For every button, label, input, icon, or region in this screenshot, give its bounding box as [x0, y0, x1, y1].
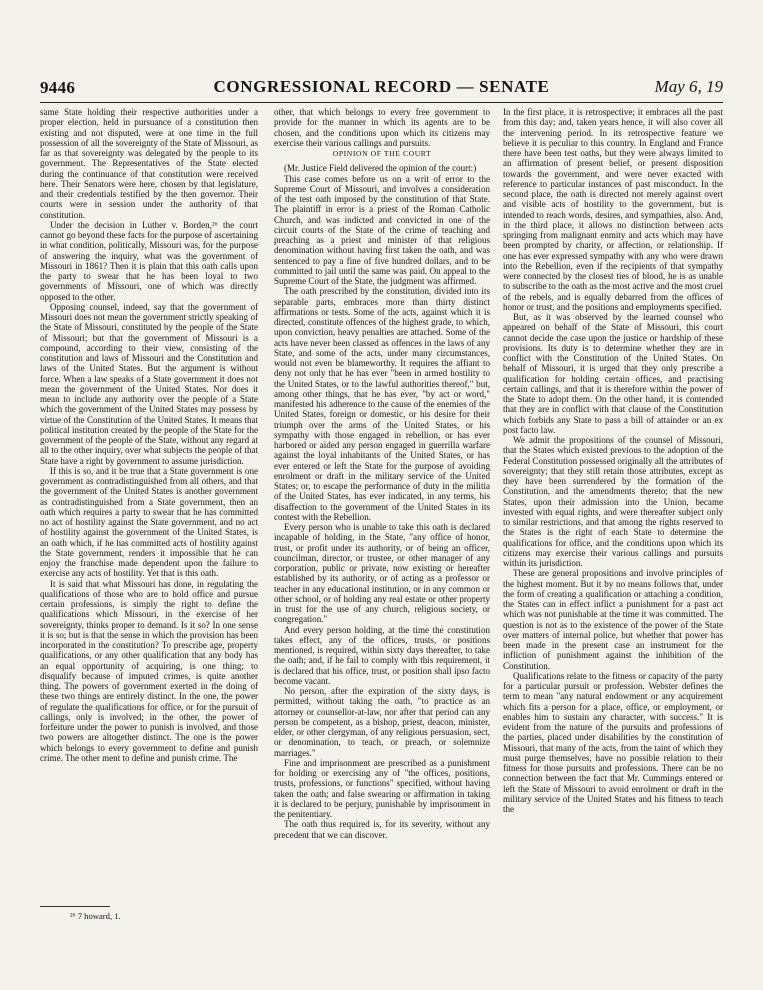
section-heading: OPINION OF THE COURT [332, 149, 432, 158]
paragraph: The oath prescribed by the constitution, divided into its separable parts, embraces more than thirty distinct affirmations or tests. Some of the acts, against which it is directed, constitute offences of the highest grade, to which, upon conviction, heavy penalties are attached. Some of the acts have never been classed as offences in the laws of any State, and some of the acts, under many circumstances, would not even be blameworthy. It requires the affiant to deny not only that he has ever "been in armed hostility to the United States, or to the lawful authorities thereof," but, among other things, that he has ever, "by act or word," manifested his adherence to the cause of the enemies of the United States, foreign or domestic, or his desire for their triumph over the arms of the United States, or his sympathy with those engaged in rebellion, or has ever harbored or aided any person engaged in guerrilla warfare against the loyal inhabitants of the United States, or has ever entered or left the State for the purpose of avoiding enrolment or draft in the military service of the United States; or, to escape the performance of duty in the militia of the United States, has ever indicated, in any terms, his disaffection to the government of the United States in its contest with the Rebellion. [274, 286, 490, 522]
publication-title: CONGRESSIONAL RECORD — SENATE [213, 77, 550, 96]
paragraph: Qualifications relate to the fitness or capacity of the party for a particular pursuit or profession. Webster defines the term to mean "any natural endowment or any acquirement which fits a person for a place, office, or employment, or enables him to sustain any character, with success." It is evident from the nature of the pursuits and professions of the parties, placed under disabilities by the constitution of Missouri, that many of the acts, from the taint of which they must purge themselves, have no possible relation to their fitness for those pursuits and professions. There can be no connection between the fact that Mr. Cummings entered or left the State of Missouri to avoid enrolment or draft in the military service of the United States and his fitness to teach the [503, 670, 723, 814]
paragraph: (Mr. Justice Field delivered the opinion of the court:) [284, 163, 477, 174]
footnote [40, 906, 258, 921]
page-header [40, 74, 723, 100]
header-rule [40, 102, 723, 103]
footnote-rule [40, 906, 110, 907]
paragraph: Every person who is unable to take this oath is declared incapable of holding, in the State, "any office of honor, trust, or profit under its authority, or of being an officer, councilman, director, or trustee, or other manager of any corporation, public or private, now existing or hereafter established by its authority, or of acting as a professor or teacher in any educational institution, or in any common or other school, or of holding any real estate or other property in trust for the use of any church, religious society, or congregation." [274, 522, 490, 625]
paragraph: The oath thus required is, for its severity, without any precedent that we can discover. [274, 819, 490, 840]
paragraph: This case comes before us on a writ of error to the Supreme Court of Missouri, and involves a consideration of the test oath imposed by the constitution of that State. The plaintiff in error is a priest of the Roman Catholic Church, and was indicted and convicted in one of the circuit courts of the State of the crime of teaching and preaching as a priest and minister of that religious denomination without having first taken the oath, and was sentenced to pay a fine of five hundred dollars, and to be committed to jail until the same was paid. On appeal to the Supreme Court of the State, the judgment was affirmed. [274, 173, 490, 286]
paragraph: No person, after the expiration of the sixty days, is permitted, without taking the oath, "to practice as an attorney or counsellor-at-law, nor after that period can any person be competent, as a bishop, priest, deacon, minister, elder, or other clergyman, of any religious persuasion, sect, or denomination, to teach, or preach, or solemnize marriages." [274, 686, 490, 758]
column-3 [503, 107, 723, 945]
page-number: 9446 [40, 78, 76, 97]
column-1 [40, 107, 258, 945]
footnote-text: ²⁶ 7 howard, 1. [70, 911, 121, 921]
paragraph: In the first place, it is retrospective; it embraces all the past from this day; and, taken years hence, it will also cover all the intervening period. In its retrospective feature we believe it is peculiar to this country. In England and France there have been test oaths, but they were always limited to an affirmation of present belief, or present disposition towards the government, and were never exacted with reference to particular instances of past misconduct. In the second place, the oath is directed not merely against overt and visible acts of hostility to the government, but is intended to reach words, desires, and sympathies, also. And, in the third place, it allows no distinction between acts springing from malignant enmity and acts which may have been prompted by charity, or affection, or relationship. If one has ever expressed sympathy with any who were drawn into the Rebellion, even if the recipients of that sympathy were connected by the closest ties of blood, he is as unable to subscribe to the oath as the most active and the most cruel of the rebels, and is equally debarred from the offices of honor or trust, and the positions and employments specified. [503, 107, 723, 312]
header-date: May 6, 19 [654, 77, 723, 96]
paragraph: These are general propositions and involve principles of the highest moment. But it by no means follows that, under the form of creating a qualification or attaching a condition, the States can in effect inflict a punishment for a past act which was not punishable at the time it was committed. The question is not as to the existence of the power of the State over matters of internal police, but whether that power has been made in the present case an instrument for the infliction of punishment against the inhibition of the Constitution. [503, 568, 723, 671]
paragraph: Fine and imprisonment are prescribed as a punishment for holding or exercising any of "the offices, positions, trusts, professions, or functions" specified, without having taken the oath; and false swearing or affirmation in taking it is declared to be perjury, punishable by imprisonment in the penitentiary. [274, 757, 490, 819]
paragraph: Under the decision in Luther v. Borden,²⁶ the court cannot go beyond these facts for the purpose of ascertaining in what condition, politically, Missouri was, for the purpose of answering the inquiry, what was the government of Missouri in 1861? Then it is plain that this oath calls upon the party to swear that he has been loyal to two governments of Missouri, one of which was directly opposed to the other. [40, 219, 258, 302]
paragraph: If this is so, and it be true that a State government is one government as contradistinguished from all others, and that the government of the United States is another government as contradistinguished from a State government, then an oath which requires a party to swear that he has committed no act of hostility against the State government, and no act of hostility against the government of the United States, is an oath which, if he has committed acts of hostility against the State government, renders it impossible that he can enjoy the franchise made dependent upon the failure to exercise any acts of hostility. Yet that is this oath. [40, 465, 258, 579]
paragraph: other, that which belongs to every free government to provide for the manner in which its agents are to be chosen, and the conditions upon which its citizens may exercise their various callings and pursuits. [274, 107, 490, 148]
paragraph: Opposing counsel, indeed, say that the government of Missouri does not mean the government strictly speaking of the State of Missouri, constituted by the people of the State of Missouri; but that the government of Missouri is a compound, according to their view, consisting of the constitution and laws of Missouri and the Constitution and laws of the United States. But the argument is without force. When a law speaks of a State government it does not mean the government of the United States. Nor does it mean to include any authority over the people of a State which the government of the United States may possess by virtue of the Constitution of the United States. It means that political institution created by the people of the State for the government of the people of the State, without any regard at all to the other inquiry, over what subjects the people of that State have a right by government to assume jurisdiction. [40, 301, 258, 466]
paragraph: same State holding their respective authorities under a proper election, held in pursuance of a constitution then existing and not disputed, were at one time in the full possession of all the sovereignty of the State of Missouri, as far as that sovereignty was delegated by the people to its government. The Representatives of the State elected during the continuance of that constitution were received here. Their Senators were here, chosen by that legislature, and their credentials testified by the then governor. Their courts were in session under the authority of that constitution. [40, 107, 258, 220]
paragraph: We admit the propositions of the counsel of Missouri, that the States which existed previous to the adoption of the Federal Constitution possessed originally all the attributes of sovereignty; that they still retain those attributes, except as they have been surrendered by the formation of the Constitution, and the amendments thereto; that the new States, upon their admission into the Union, became invested with equal rights, and were thereafter subject only to similar restrictions, and that among the rights reserved to the States is the right of each State to determine the qualifications for office, and the conditions upon which its citizens may exercise their various callings and pursuits within its jurisdiction. [503, 435, 723, 568]
paragraph: It is said that what Missouri has done, in regulating the qualifications of those who are to hold office and pursue certain professions, is simply the right to define the qualifications which Missouri, in the exercise of her sovereignty, thinks proper to demand. Is it so? In one sense it is so; but is that the sense in which the provision has been incorporated in the constitution? To prescribe age, property qualifications, or any other qualification that any body has an equal opportunity of acquiring, is one thing; to disqualify because of imputed crimes, is quite another thing. The powers of government exerted in the doing of these two things are entirely distinct. In the one, the power of regulate the qualifications for office, or for the pursuit of callings, only is involved; in the other, the power of forfeiture under the power to punish is involved, and those two powers are altogether distinct. The one is the power which belongs to every government to define and punish crime. The other ment to define and punish crime. The [40, 578, 258, 763]
column-2 [274, 107, 490, 945]
paragraph: But, as it was observed by the learned counsel who appeared on behalf of the State of Missouri, this court cannot decide the case upon the justice or hardship of these provisions. Its duty is to determine whether they are in conflict with the Constitution of the United States. On behalf of Missouri, it is urged that they only prescribe a qualification for holding certain offices, and practising certain callings, and that it is therefore within the power of the State to adopt them. On the other hand, it is contended that they are in conflict with that clause of the Constitution which forbids any State to pass a bill of attainder or an ex post facto law. [503, 312, 723, 435]
paragraph: And every person holding, at the time the constitution takes effect, any of the offices, trusts, or positions mentioned, is required, within sixty days thereafter, to take the oath; and, if he fail to comply with this requirement, it is declared that his office, trust, or position shall ipso facto become vacant. [274, 624, 490, 686]
